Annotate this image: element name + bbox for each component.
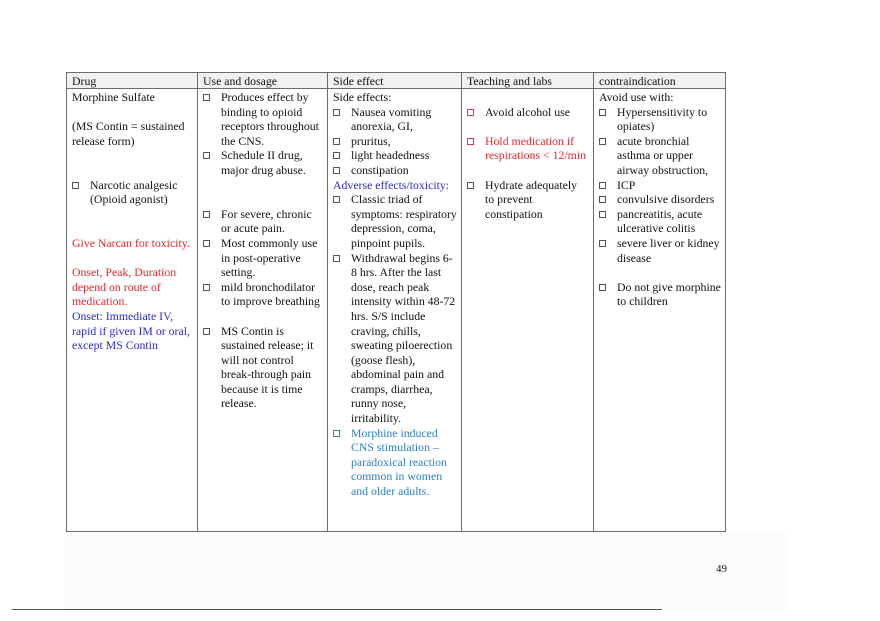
list-item: pruritus, (333, 134, 457, 149)
table-header-row (67, 73, 726, 89)
checkbox-bullet-icon (467, 182, 474, 189)
page-number: 49 (716, 563, 727, 575)
list-item: light headedness (333, 148, 457, 163)
checkbox-bullet-icon (599, 109, 606, 116)
side-effects-heading: Side effects: (333, 90, 392, 104)
drug-table (66, 72, 726, 532)
list-item (72, 178, 193, 207)
header-use-and-dosage: Use and dosage (198, 73, 328, 89)
checkbox-bullet-icon (599, 240, 606, 247)
ms-contin-note: (MS Contin = sustained release form) (72, 119, 185, 148)
list-item: Hold medication if respirations < 12/min (467, 134, 589, 163)
page-footer-area (65, 530, 790, 610)
list-item: convulsive disorders (599, 192, 721, 207)
cell-teaching-and-labs (462, 89, 594, 532)
checkbox-bullet-icon (203, 94, 210, 101)
checkbox-bullet-icon (333, 138, 340, 145)
checkbox-bullet-icon (203, 240, 210, 247)
onset-note: Onset: Immediate IV, rapid if given IM or oral, except MS Contin (72, 308, 190, 353)
header-drug: Drug (67, 73, 198, 89)
narcan-note: Give Narcan for toxicity. (72, 235, 190, 250)
adverse-effects-heading: Adverse effects/toxicity: (333, 177, 450, 192)
avoid-use-heading: Avoid use with: (599, 90, 674, 104)
cell-side-effect (328, 89, 462, 532)
list-item: Most commonly use in post-operative setting. (203, 236, 323, 280)
list-item: mild bronchodilator to improve breathing (203, 280, 323, 309)
list-item: Schedule II drug, major drug abuse. (203, 148, 323, 177)
checkbox-bullet-icon (203, 152, 210, 159)
cell-contraindication (594, 89, 726, 532)
list-item: Nausea vomiting anorexia, GI, (333, 105, 457, 134)
checkbox-bullet-icon (599, 211, 606, 218)
list-item: constipation (333, 163, 457, 178)
list-item: acute bronchial asthma or upper airway obstruction, (599, 134, 721, 178)
list-item: Produces effect by binding to opioid receptors throughout the CNS. (203, 90, 323, 148)
checkbox-bullet-icon (467, 138, 474, 145)
header-teaching-and-labs: Teaching and labs (462, 73, 594, 89)
checkbox-bullet-icon (333, 167, 340, 174)
checkbox-bullet-icon (333, 196, 340, 203)
checkbox-bullet-icon (599, 196, 606, 203)
cell-use-and-dosage (198, 89, 328, 532)
footer-divider (12, 609, 662, 610)
cell-drug (67, 89, 198, 532)
checkbox-bullet-icon (333, 109, 340, 116)
list-item: Classic triad of symptoms: respiratory depression, coma, pinpoint pupils. (333, 192, 457, 250)
list-item: Morphine induced CNS stimulation – paradoxical reaction common in women and older adults. (333, 426, 457, 499)
checkbox-bullet-icon (599, 182, 606, 189)
list-item: severe liver or kidney disease (599, 236, 721, 265)
checkbox-bullet-icon (203, 211, 210, 218)
list-item: Avoid alcohol use (467, 105, 589, 120)
checkbox-bullet-icon (203, 284, 210, 291)
list-item: MS Contin is sustained release; it will not control break-through pain because it is time release. (203, 324, 323, 412)
header-contraindication: contraindication (594, 73, 726, 89)
list-item: ICP (599, 178, 721, 193)
checkbox-bullet-icon (333, 255, 340, 262)
drug-name: Morphine Sulfate (72, 90, 155, 104)
list-item: Hypersensitivity to opiates) (599, 105, 721, 134)
header-side-effect: Side effect (328, 73, 462, 89)
list-item: Do not give morphine to children (599, 280, 721, 309)
drug-class: Narcotic analgesic (Opioid agonist) (90, 177, 178, 207)
table-row (67, 89, 726, 532)
checkbox-bullet-icon (599, 284, 606, 291)
checkbox-bullet-icon (467, 109, 474, 116)
checkbox-bullet-icon (333, 152, 340, 159)
list-item: pancreatitis, acute ulcerative colitis (599, 207, 721, 236)
checkbox-bullet-icon (599, 138, 606, 145)
onset-peak-duration-note: Onset, Peak, Duration depend on route of medication. (72, 265, 177, 309)
list-item: Hydrate adequately to prevent constipation (467, 178, 589, 222)
list-item: Withdrawal begins 6-8 hrs. After the last dose, reach peak intensity within 48-72 hrs. S/S include craving, chills, sweating piloerection (goose flesh), abdominal pain and cramps, diarrhea, runny nose, irritability. (333, 251, 457, 426)
checkbox-bullet-icon (203, 328, 210, 335)
checkbox-bullet-icon (72, 182, 79, 189)
list-item: For severe, chronic or acute pain. (203, 207, 323, 236)
checkbox-bullet-icon (333, 430, 340, 437)
